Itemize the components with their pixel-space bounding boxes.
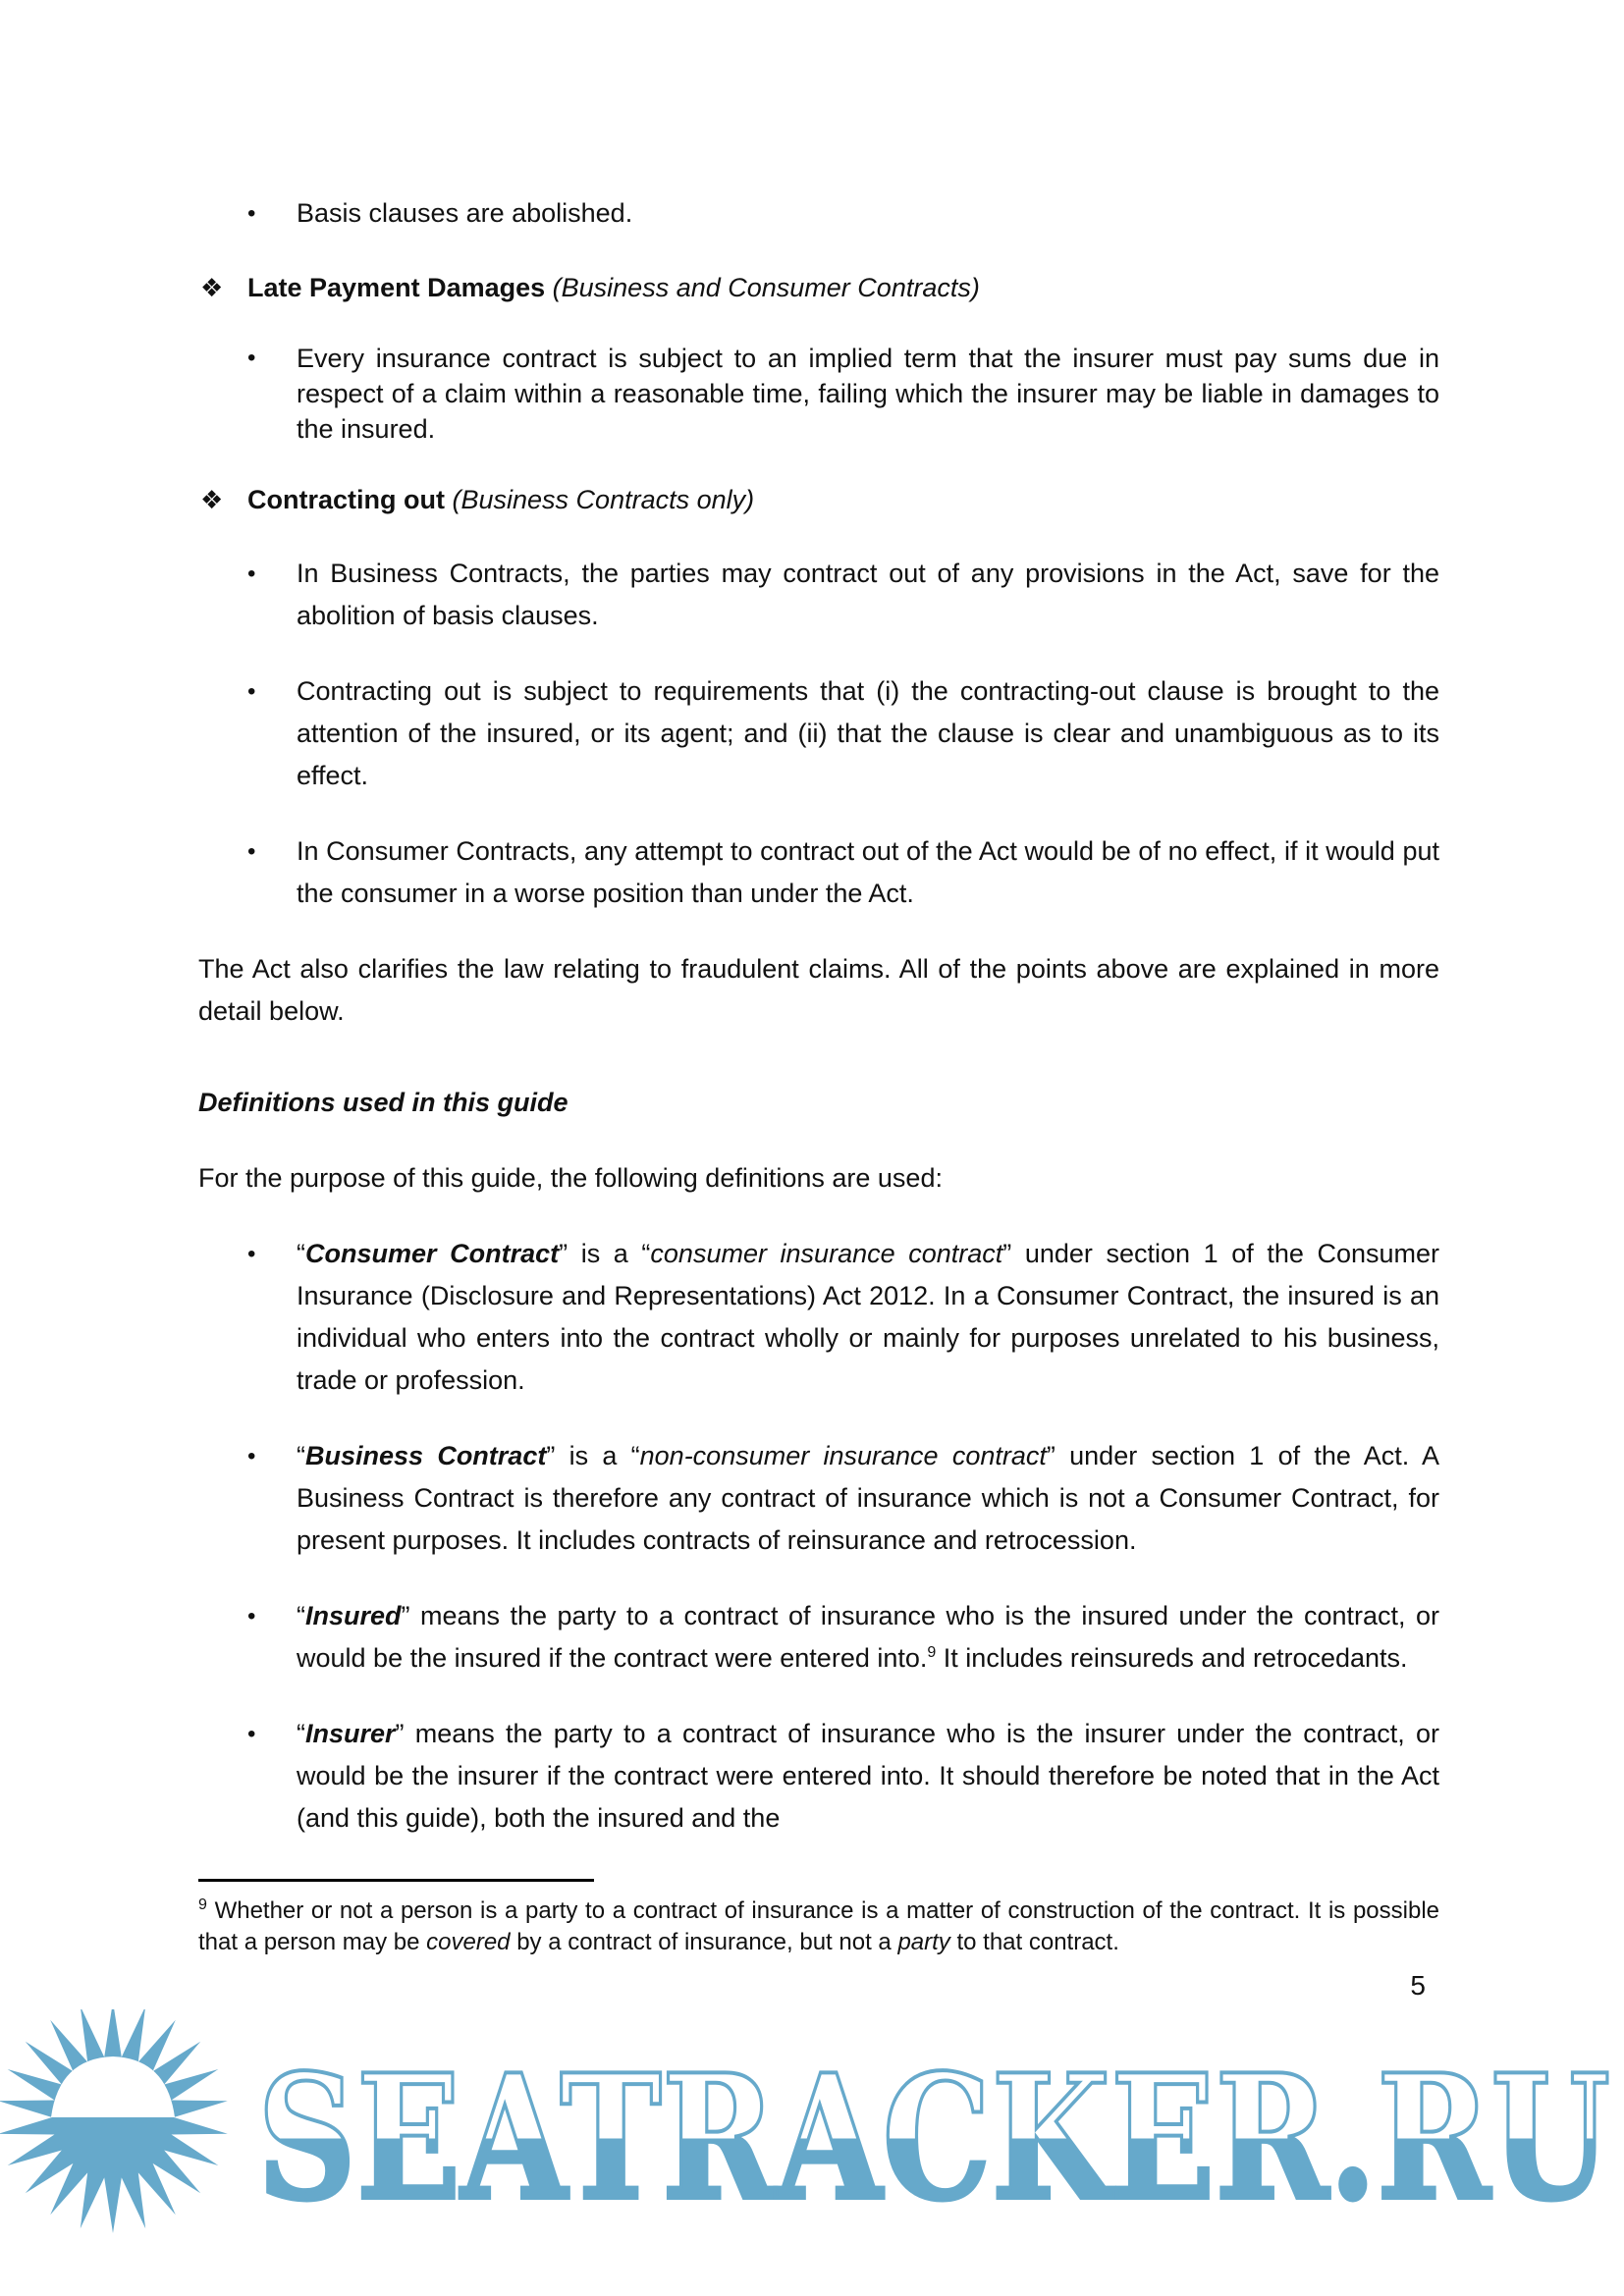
- definition-insurer: [247, 1713, 1439, 1840]
- late-payment-heading: [200, 268, 1439, 307]
- text: ” means the party to a contract of insurance who is the insured under the contract, or would be the insured if the contract were entered into.: [297, 1601, 1439, 1673]
- heading-text: Contracting out: [247, 485, 445, 514]
- quote: “: [297, 1239, 305, 1268]
- bullet-icon: •: [247, 1443, 256, 1469]
- text: Whether or not a person is a party to a contract of insurance is a matter of construction of the contract. It is possible that a person may be: [198, 1897, 1439, 1955]
- quote: “: [297, 1601, 305, 1630]
- text: ” is a “: [546, 1441, 640, 1470]
- quote: “: [297, 1719, 305, 1748]
- sun-icon: [0, 2009, 228, 2233]
- watermark-text: SEATRACKER.RU: [257, 2038, 1610, 2239]
- bullet-icon: •: [247, 200, 256, 227]
- heading-text: Late Payment Damages: [247, 273, 546, 302]
- reference: consumer insurance contract: [650, 1239, 1003, 1268]
- page-number: 5: [1410, 1970, 1426, 2001]
- late-payment-item: [247, 341, 1439, 447]
- bullet-icon: •: [247, 345, 256, 371]
- text: Contracting out is subject to requirements that (i) the contracting-out clause is brought to the attention of the insured, or its agent; and (ii) that the clause is clear and unambiguous as to its effect.: [297, 676, 1439, 790]
- text: ” means the party to a contract of insurance who is the insurer under the contract, or would be the insurer if the contract were entered into. It should therefore be noted that in the Act (and this guide), both the insured and the: [297, 1719, 1439, 1833]
- heading-scope: (Business and Consumer Contracts): [552, 273, 980, 302]
- heading-scope: (Business Contracts only): [452, 485, 755, 514]
- text: In Business Contracts, the parties may contract out of any provisions in the Act, save for the abolition of basis clauses.: [297, 559, 1439, 630]
- definition-consumer-contract: [247, 1233, 1439, 1402]
- term: Insured: [305, 1601, 402, 1630]
- text: It includes reinsureds and retrocedants.: [936, 1643, 1408, 1673]
- bullet-icon: •: [247, 1603, 256, 1629]
- emphasis: party: [897, 1929, 950, 1955]
- bullet-icon: •: [247, 678, 256, 705]
- contracting-out-item-3: [247, 830, 1439, 915]
- footnote-ref[interactable]: 9: [927, 1644, 937, 1661]
- diamond-bullet-icon: ❖: [200, 273, 224, 302]
- contracting-out-heading: [200, 480, 1439, 519]
- text: by a contract of insurance, but not a: [510, 1929, 898, 1955]
- act-paragraph: The Act also clarifies the law relating to fraudulent claims. All of the points above are explained in more detail below.: [198, 954, 1439, 1026]
- text: ” under section 1 of the Act. A Business Contract is therefore any contract of insurance which is not a Consumer Contract, for present purposes. It includes contracts of reinsurance and retrocession.: [297, 1441, 1439, 1555]
- bullet-icon: •: [247, 838, 256, 865]
- text: ” is a “: [559, 1239, 651, 1268]
- definitions-intro: For the purpose of this guide, the following definitions are used:: [198, 1163, 943, 1193]
- term: Business Contract: [305, 1441, 547, 1470]
- text: Basis clauses are abolished.: [297, 198, 633, 228]
- definition-business-contract: [247, 1435, 1439, 1562]
- contracting-out-item-2: [247, 670, 1439, 797]
- text: to that contract.: [949, 1929, 1119, 1955]
- contracting-out-item-1: [247, 553, 1439, 637]
- footnote: [198, 1896, 1439, 1958]
- bullet-icon: •: [247, 561, 256, 587]
- term: Insurer: [305, 1719, 396, 1748]
- emphasis: covered: [426, 1929, 511, 1955]
- footnote-divider: [198, 1879, 594, 1882]
- definition-insured: [247, 1595, 1439, 1680]
- definitions-heading: [198, 1082, 1439, 1124]
- basis-clauses-item: [247, 192, 1439, 235]
- text: In Consumer Contracts, any attempt to contract out of the Act would be of no effect, if it would put the consumer in a worse position than under the Act.: [297, 836, 1439, 908]
- diamond-bullet-icon: ❖: [200, 485, 224, 514]
- definitions-heading-text: Definitions used in this guide: [198, 1088, 568, 1117]
- term: Consumer Contract: [305, 1239, 560, 1268]
- text: Every insurance contract is subject to an implied term that the insurer must pay sums due in respect of a claim within a reasonable time, failing which the insurer may be liable in damages to the insured.: [297, 344, 1439, 444]
- reference: non-consumer insurance contract: [639, 1441, 1047, 1470]
- quote: “: [297, 1441, 305, 1470]
- bullet-icon: •: [247, 1721, 256, 1747]
- bullet-icon: •: [247, 1241, 256, 1267]
- footnote-number: 9: [198, 1896, 207, 1913]
- text: ” under section 1 of the Consumer Insurance (Disclosure and Representations) Act 2012. In a Consumer Contract, the insured is an individual who enters into the contract wholly or mainly for purposes unrelated to his business, trade or profession.: [297, 1239, 1439, 1395]
- watermark-logo: [0, 2009, 1624, 2239]
